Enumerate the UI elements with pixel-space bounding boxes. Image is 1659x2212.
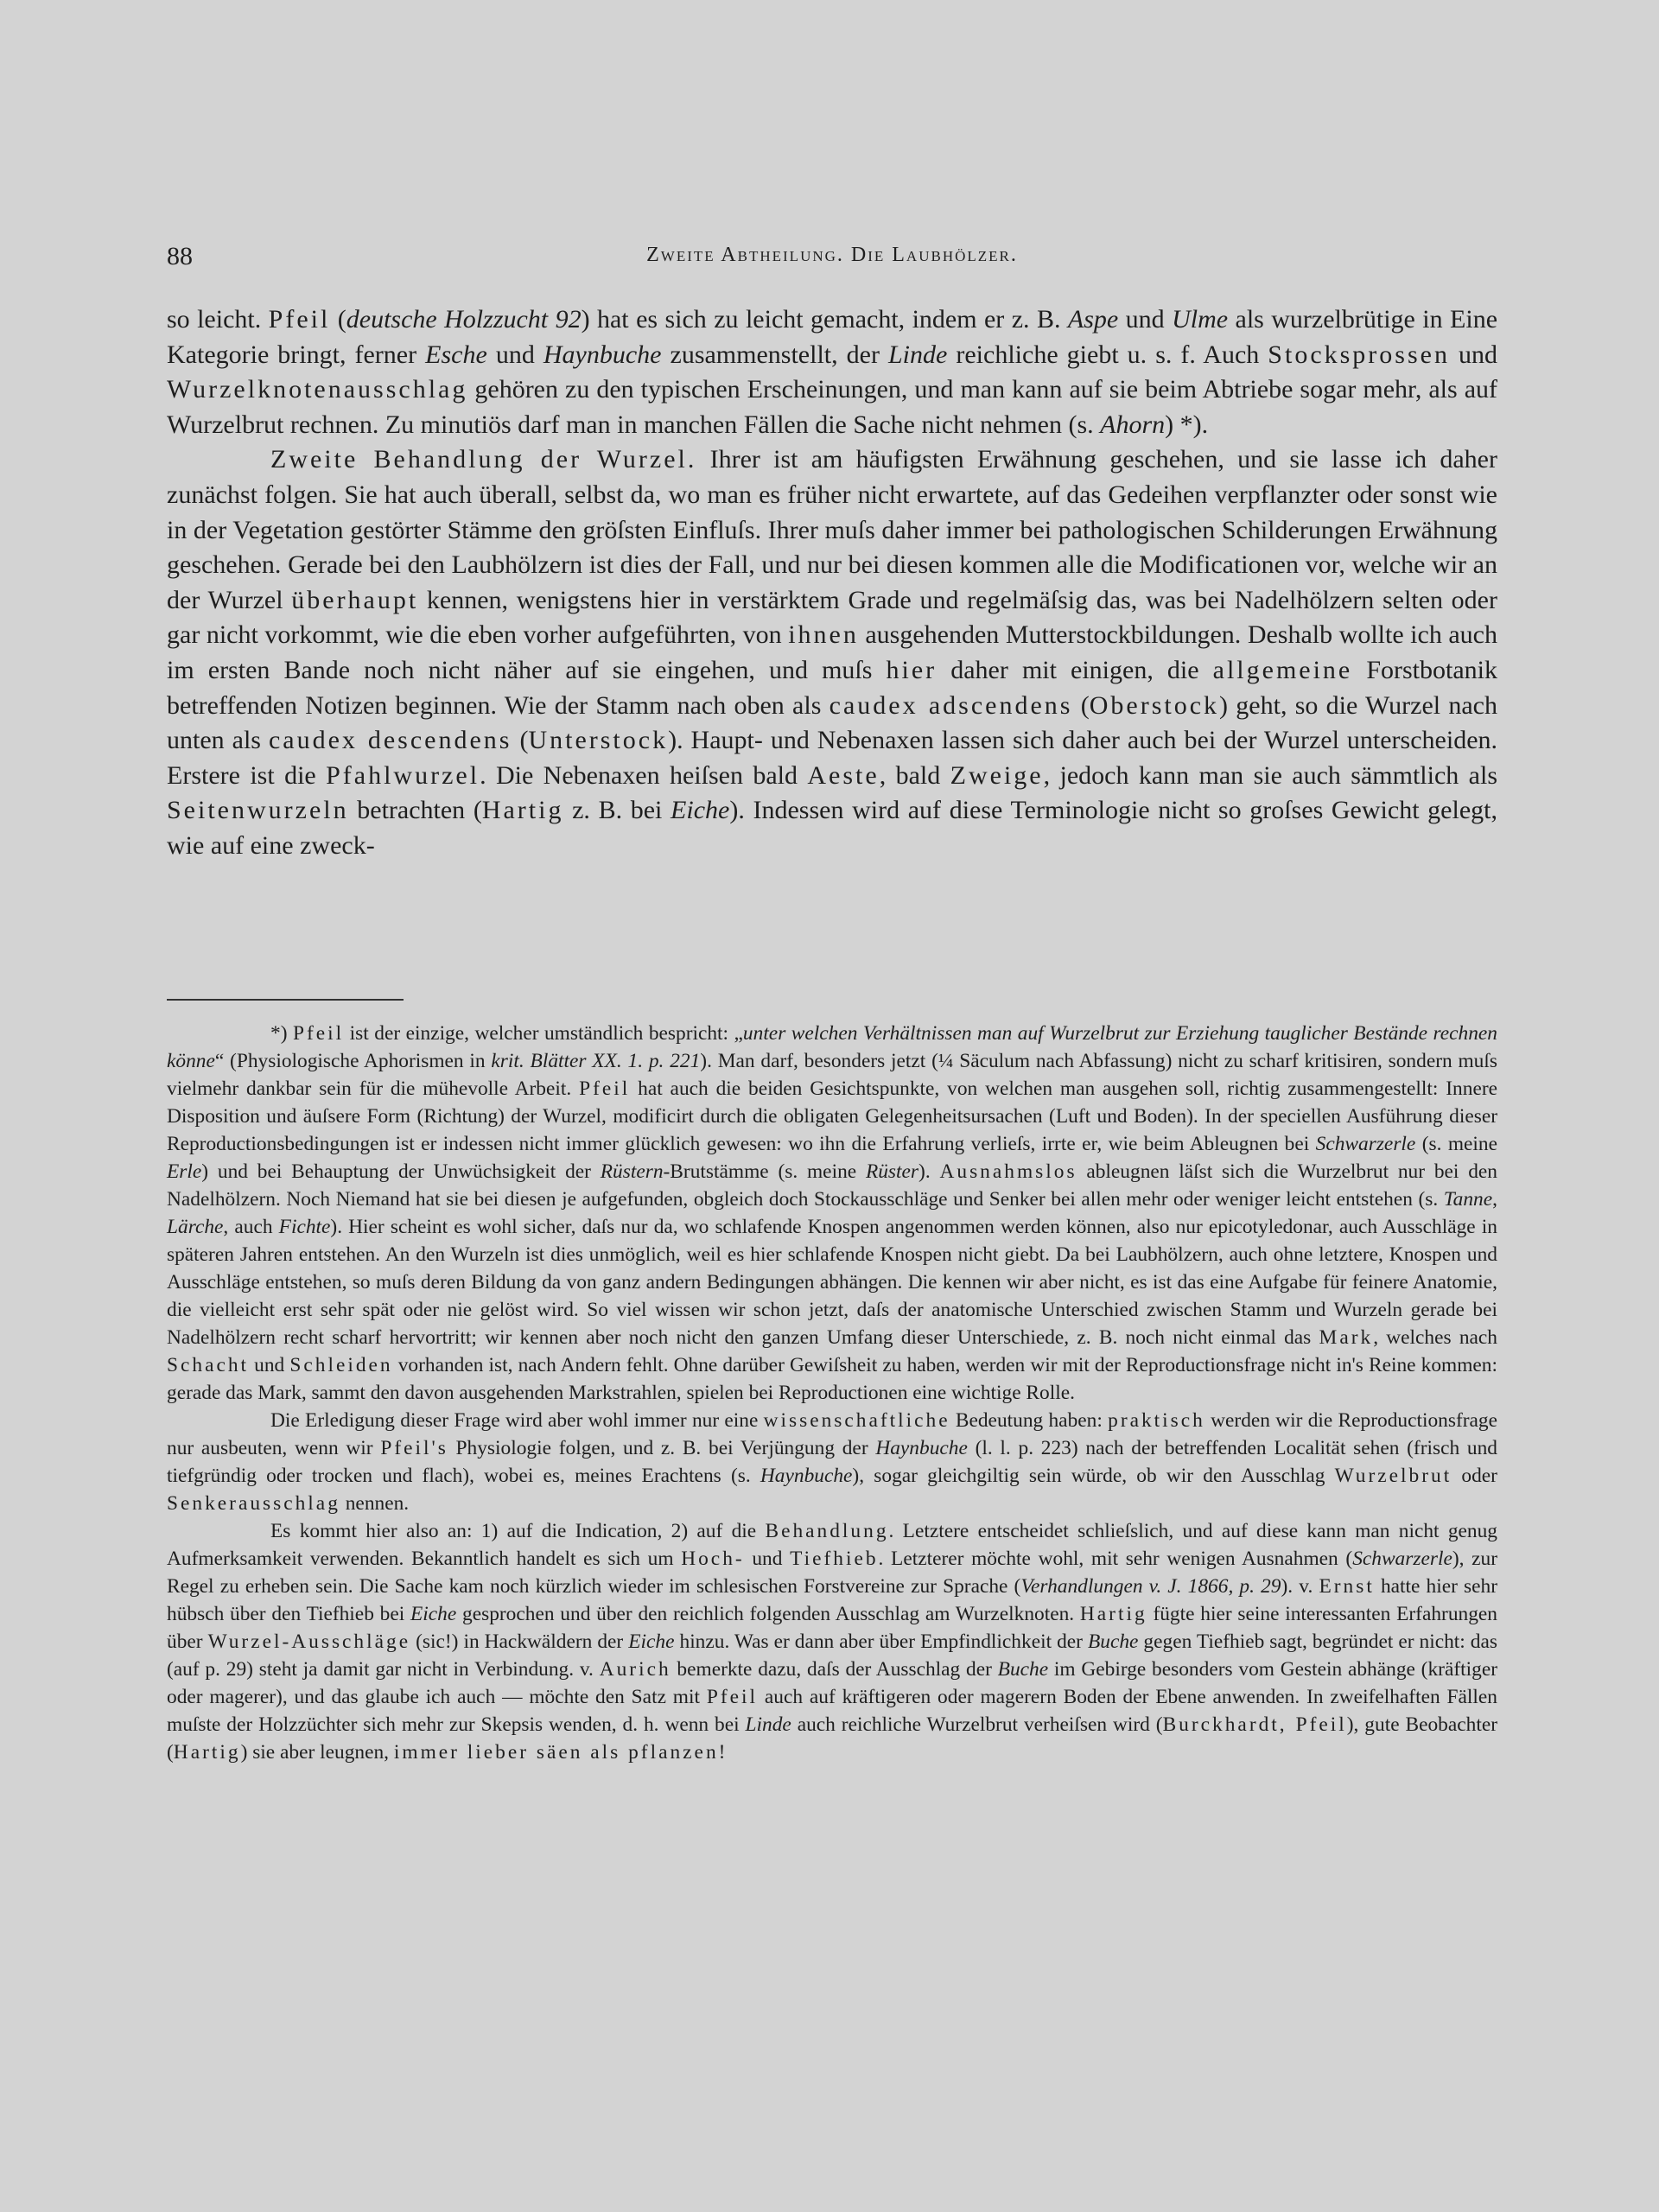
- term: Mark: [1319, 1326, 1374, 1349]
- text-span: ,: [1492, 1188, 1497, 1211]
- term: caudex descendens: [268, 726, 512, 755]
- text-span: Die Erledigung dieser Frage wird aber wohl immer nur eine: [270, 1409, 764, 1432]
- species-name: Schwarzerle: [1315, 1133, 1416, 1155]
- text-span: , bald: [879, 760, 950, 790]
- text-span: (sic!) in Hackwäldern der: [410, 1630, 629, 1653]
- text-span: ) geht, so die Wurzel nach unten als: [167, 690, 1497, 755]
- paragraph-2: [167, 442, 1497, 863]
- text-span: . Letztere entscheidet schlieſslich, und auf diese kann man nicht genug Aufmerksamkeit verwenden. Bekanntlich handelt es sich um: [167, 1520, 1498, 1570]
- term: Pfahlwurzel: [326, 760, 480, 790]
- text-span: ist der einzige, welcher umständlich bespricht: „: [344, 1022, 743, 1045]
- text-span: vorhanden ist, nach Andern fehlt. Ohne darüber Gewiſsheit zu haben, werden wir mit der Reproductionsfrage nicht in's Reine kommen: gerade das Mark, sammt den davon ausgehenden Markstrahlen, spielen bei Reproductionen eine wichtige Rolle.: [167, 1354, 1497, 1404]
- text-span: daher mit einigen, die: [937, 655, 1213, 684]
- text-span: so leicht.: [167, 305, 269, 334]
- emphasis: praktisch: [1108, 1409, 1205, 1432]
- text-span: (: [330, 305, 346, 334]
- text-span: -Brutstämme (s. meine: [663, 1160, 866, 1183]
- species-name: Fichte: [278, 1216, 331, 1238]
- citation: Verhandlungen v. J. 1866, p. 29: [1020, 1575, 1281, 1598]
- text-span: (: [512, 726, 529, 755]
- author-name: Burckhardt, Pfeil: [1162, 1713, 1347, 1736]
- species-name: Linde: [745, 1713, 791, 1736]
- text-span: . Letzterer möchte wohl, mit sehr wenigen Ausnahmen (: [878, 1548, 1353, 1570]
- emphasis: überhaupt: [291, 585, 419, 614]
- text-span: Physiologie folgen, und z. B. bei Verjüngung der: [448, 1437, 876, 1459]
- text-span: im Gebirge besonders vom Gestein abhänge (kräftiger oder magerer), und das glaube ich auch — möchte den Satz mit: [167, 1658, 1497, 1708]
- species-name: Buche: [997, 1658, 1049, 1681]
- text-span: reichliche giebt u. s. f. Auch: [947, 340, 1268, 369]
- text-span: auch reichliche Wurzelbrut verheiſsen wird (: [791, 1713, 1163, 1736]
- species-name: Haynbuche: [543, 340, 662, 369]
- species-name: Schwarzerle: [1352, 1548, 1452, 1570]
- species-name: Aspe: [1067, 305, 1119, 334]
- text-span: , auch: [223, 1216, 279, 1238]
- term: Tiefhieb: [790, 1548, 879, 1570]
- species-name: Esche: [425, 340, 487, 369]
- text-span: Bedeutung haben:: [950, 1409, 1109, 1432]
- citation: deutsche Holzzucht 92: [346, 305, 582, 334]
- text-span: nennen.: [340, 1492, 410, 1515]
- text-span: auch auf kräftigeren oder magerern Boden der Ebene anwenden. In zweifelhaften Fällen muſste der Holzzüchter sich mehr zur Skepsis wenden, d. h. wenn bei: [167, 1686, 1497, 1736]
- term: caudex adscendens: [829, 690, 1073, 720]
- footnote-paragraph-3: [167, 1517, 1497, 1766]
- footnote-marker: *): [270, 1022, 293, 1045]
- term: Oberstock: [1089, 690, 1220, 720]
- species-name: Haynbuche: [760, 1465, 853, 1487]
- text-span: ), sogar gleichgiltig sein würde, ob wir den Ausschlag: [852, 1465, 1335, 1487]
- text-span: ) sie aber leugnen,: [240, 1741, 394, 1764]
- species-name: Haynbuche: [875, 1437, 968, 1459]
- species-name: Tanne: [1443, 1188, 1493, 1211]
- emphasis: allgemeine: [1212, 655, 1353, 684]
- text-span: . Die Nebenaxen heiſsen bald: [480, 760, 808, 790]
- text-span: “ (Physiologische Aphorismen in: [214, 1050, 492, 1072]
- term: Unterstock: [528, 726, 669, 755]
- text-span: ). Hier scheint es wohl sicher, daſs nur da, wo schlafende Knospen angenommen werden können, also nur epicotyledonar, auch Ausschläge in späteren Jahren entstehen. An den Wurzeln ist dies unmöglich, weil es hier schlafende Knospen nicht giebt. Da bei Laubhölzern, auch ohne letztere, Knospen und Ausschläge entstehen, so muſs deren Bildung da von ganz andern Bedingungen abhängen. Die kennen wir aber nicht, es ist das eine Aufgabe für feinere Anatomie, die vielleicht erst sehr spät oder nie gelöst wird. So viel wissen wir schon jetzt, daſs der anatomische Unterschied zwischen Stamm und Wurzeln gerade bei Nadelhölzern recht scharf hervortritt; wir kennen aber noch nicht den ganzen Umfang dieser Unterschiede, z. B. noch nicht einmal das: [167, 1216, 1498, 1349]
- text-span: ), gute Beobachter (: [167, 1713, 1497, 1764]
- citation: krit. Blätter XX. 1. p. 221: [491, 1050, 701, 1072]
- author-name: Pfeil's: [380, 1437, 448, 1459]
- text-span: und: [249, 1354, 290, 1376]
- author-name: Pfeil: [268, 305, 331, 334]
- term: Seitenwurzeln: [167, 796, 349, 825]
- species-name: Erle: [167, 1160, 202, 1183]
- emphasis: Stocksprossen: [1268, 340, 1450, 369]
- species-name: Ulme: [1172, 305, 1229, 334]
- text-span: betrachten (: [348, 796, 482, 825]
- emphasis: Ausnahmslos: [939, 1160, 1077, 1183]
- text-span: hat auch die beiden Gesichtspunkte, von welchen man ausgehen soll, richtig zusammengestellt: Innere Disposition und äuſsere Form (Richtung) der Wurzel, modificirt durch die obligaten Gelegenheitsursachen (Luft und Boden). In der speciellen Ausführung dieser Reproductionsbedingungen ist er indessen nicht immer glücklich gewesen: wo ihn die Erfahrung verlieſs, irrte er, wie beim Ableugnen bei: [167, 1077, 1497, 1155]
- species-name: Ahorn: [1100, 410, 1166, 439]
- species-name: Buche: [1087, 1630, 1139, 1653]
- emphasis: immer lieber säen als pflanzen!: [393, 1741, 728, 1764]
- text-span: und: [1118, 305, 1173, 334]
- text-span: gegen Tiefhieb sagt, begründet er nicht: das (auf p. 29) steht ja damit gar nicht in Verbindung. v.: [167, 1630, 1497, 1681]
- text-span: zusammenstellt, der: [661, 340, 888, 369]
- emphasis: Wurzelknotenausschlag: [167, 375, 468, 404]
- text-span: (l. l. p. 223) nach der betreffenden Localität sehen (frisch und tiefgründig oder trocken und flach), wobei es, meines Erachtens (s.: [167, 1437, 1498, 1487]
- text-span: hatte hier sehr hübsch über den Tiefhieb bei: [167, 1575, 1498, 1625]
- footnote-paragraph-2: [167, 1407, 1497, 1517]
- text-span: , jedoch kann man sie auch sämmtlich als: [1043, 760, 1497, 790]
- text-span: werden wir die Reproductionsfrage nur ausbeuten, wenn wir: [167, 1409, 1498, 1459]
- author-name: Hartig: [173, 1741, 241, 1764]
- author-name: Schacht: [167, 1354, 250, 1376]
- author-name: Pfeil: [579, 1077, 631, 1100]
- species-name: Eiche: [410, 1603, 457, 1625]
- text-span: ). Man darf, besonders jetzt (¼ Säculum nach Abfassung) nicht zu scharf kritisiren, sondern muſs vielmehr dankbar sein für die mühevolle Arbeit.: [167, 1050, 1497, 1100]
- species-name: Eiche: [671, 796, 730, 825]
- text-span: bemerkte dazu, daſs der Ausschlag der: [671, 1658, 998, 1681]
- species-name: Rüster: [865, 1160, 919, 1183]
- emphasis: wissenschaftliche: [763, 1409, 950, 1432]
- text-span: gesprochen und über den reichlich folgenden Ausschlag am Wurzelknoten.: [456, 1603, 1080, 1625]
- species-name: Rüstern: [600, 1160, 664, 1183]
- text-span: Es kommt hier also an: 1) auf die Indication, 2) auf die: [270, 1520, 766, 1542]
- text-span: ).: [918, 1160, 940, 1183]
- text-span: ) und bei Behauptung der Unwüchsigkeit der: [201, 1160, 601, 1183]
- text-span: ableugnen läſst sich die Wurzelbrut nur bei den Nadelhölzern. Noch Niemand hat sie bei diesen je aufgefunden, obgleich doch Stockausschläge und Senker bei allen mehr oder weniger leicht entstehen (s.: [167, 1160, 1498, 1211]
- author-name: Pfeil: [292, 1022, 345, 1045]
- page-header: [167, 242, 1497, 276]
- main-text: [167, 302, 1497, 864]
- emphasis: ihnen: [788, 620, 859, 650]
- page-number: 88: [167, 242, 193, 270]
- author-name: Schleiden: [289, 1354, 393, 1376]
- author-name: Hartig: [481, 796, 564, 825]
- text-span: hinzu. Was er dann aber über Empfindlichkeit der: [674, 1630, 1088, 1653]
- text-span: ) *).: [1165, 410, 1209, 439]
- text-span: als wurzelbrütige in Eine Kategorie bringt, ferner: [167, 305, 1498, 369]
- text-span: und: [744, 1548, 791, 1570]
- section-heading: Zweite Behandlung der Wurzel.: [270, 445, 697, 474]
- paragraph-1: [167, 302, 1497, 442]
- footnotes: [167, 1020, 1497, 1766]
- text-span: z. B. bei: [563, 796, 671, 825]
- author-name: Pfeil: [706, 1686, 759, 1708]
- species-name: Lärche: [167, 1216, 224, 1238]
- author-name: Ernst: [1319, 1575, 1375, 1598]
- text-span: ). Indessen wird auf diese Terminologie nicht so groſses Gewicht gelegt, wie auf eine zweck-: [167, 796, 1497, 860]
- text-span: (: [1072, 690, 1090, 720]
- term: Senkerausschlag: [167, 1492, 340, 1515]
- text-span: (s. meine: [1415, 1133, 1497, 1155]
- text-span: ) hat es sich zu leicht gemacht, indem er z. B.: [581, 305, 1068, 334]
- text-span: Forstbotanik betreffenden Notizen beginnen. Wie der Stamm nach oben als: [167, 655, 1498, 720]
- text-span: gehören zu den typischen Erscheinungen, und man kann auf sie beim Abtriebe sogar mehr, als auf Wurzelbrut rechnen. Zu minutiös darf man in manchen Fällen die Sache nicht nehmen (s.: [167, 375, 1497, 439]
- term: Aeste: [807, 760, 880, 790]
- text-span: und: [1449, 340, 1497, 369]
- term: Wurzelbrut: [1334, 1465, 1452, 1487]
- term: Zweige: [950, 760, 1044, 790]
- term: Wurzel-Ausschläge: [207, 1630, 411, 1653]
- text-span: oder: [1452, 1465, 1497, 1487]
- species-name: Linde: [888, 340, 948, 369]
- term: Hoch-: [681, 1548, 745, 1570]
- emphasis: Behandlung: [765, 1520, 889, 1542]
- running-head: Zweite Abtheilung. Die Laubhölzer.: [646, 244, 1018, 266]
- author-name: Hartig: [1079, 1603, 1147, 1625]
- species-name: Eiche: [628, 1630, 675, 1653]
- quotation: unter welchen Verhältnissen man auf Wurzelbrut zur Erziehung tauglicher Bestände rechnen könne: [167, 1022, 1497, 1072]
- text-span: ). v.: [1281, 1575, 1319, 1598]
- footnote-1: [167, 1020, 1497, 1407]
- footnote-rule: [167, 999, 404, 1001]
- text-span: ausgehenden Mutterstockbildungen. Deshalb wollte ich auch im ersten Bande noch nicht näher auf sie eingehen, und muſs: [167, 620, 1497, 684]
- emphasis: hier: [886, 655, 938, 684]
- author-name: Aurich: [599, 1658, 671, 1681]
- text-span: und: [486, 340, 543, 369]
- text-span: ). Haupt- und Nebenaxen lassen sich daher auch bei der Wurzel unterscheiden. Erstere ist die: [167, 726, 1498, 790]
- text-span: ), zur Regel zu erheben sein. Die Sache kam noch kürzlich wieder im schlesischen Forstvereine zur Sprache (: [167, 1548, 1497, 1598]
- text-span: kennen, wenigstens hier in verstärktem Grade und regelmäſsig das, was bei Nadelhölzern selten oder gar nicht vorkommt, wie die eben vorher aufgeführten, von: [167, 585, 1497, 650]
- text-span: Ihrer ist am häufigsten Erwähnung geschehen, und sie lasse ich daher zunächst folgen. Sie hat auch überall, selbst da, wo man es früher nicht erwartete, auf das Gedeihen verpflanzter oder sonst wie in der Vegetation gestörter Stämme den gröſsten Einfluſs. Ihrer muſs daher immer bei pathologischen Schilderungen Erwähnung geschehen. Gerade bei den Laubhölzern ist dies der Fall, und nur bei diesen kommen alle die Modificationen vor, welche wir an der Wurzel: [167, 445, 1497, 614]
- text-span: fügte hier seine interessanten Erfahrungen über: [167, 1603, 1497, 1653]
- text-span: , welches nach: [1373, 1326, 1497, 1349]
